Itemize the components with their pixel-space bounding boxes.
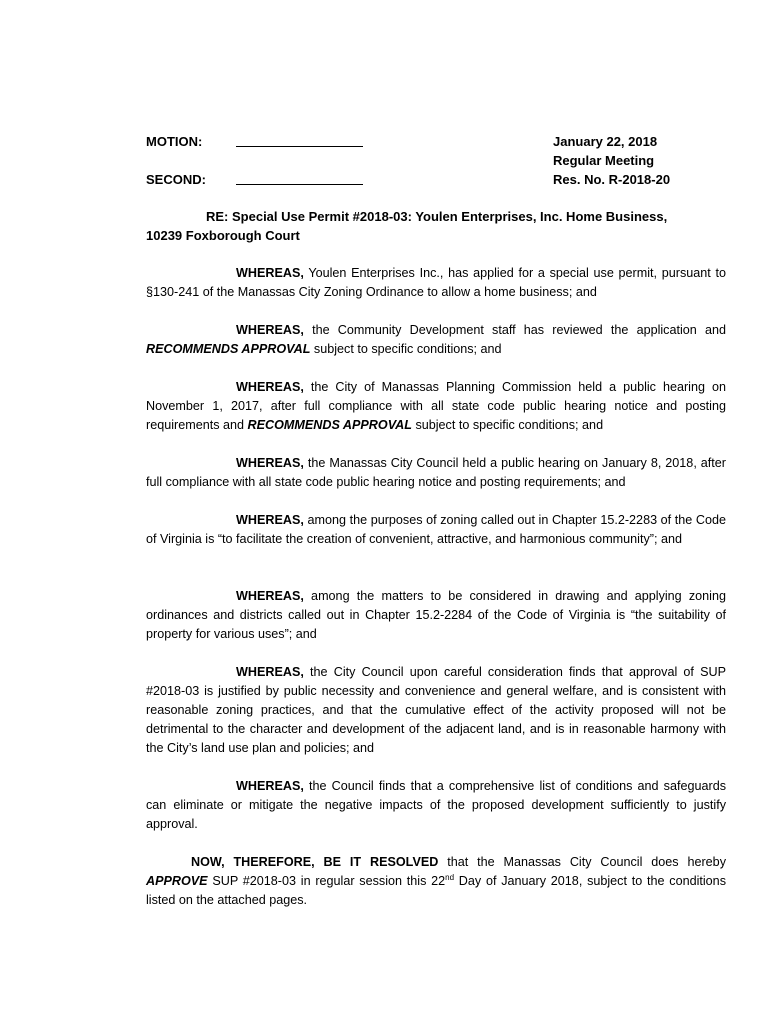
whereas-lead: WHEREAS, [236, 456, 304, 470]
clause-text: subject to specific conditions; and [310, 342, 502, 356]
re-subject [146, 207, 726, 245]
clause-text: Youlen Enterprises Inc., has applied for a special use permit, pursuant to §130-241 of the Manassas City Zoning Ordinance to allow a home business; and [146, 266, 726, 299]
whereas-clause-6 [146, 587, 726, 644]
whereas-clause-7 [146, 663, 726, 758]
resolved-lead: NOW, THEREFORE, BE IT RESOLVED [191, 855, 439, 869]
second-signature-line [236, 184, 363, 185]
whereas-clause-3 [146, 378, 726, 435]
whereas-clause-4 [146, 454, 726, 492]
clause-text: the City of Manassas Planning Commission held a public hearing on November 1, 2017, after full compliance with all state code public hearing notice and posting requirements and [146, 380, 726, 432]
ordinal-suffix: nd [445, 872, 455, 882]
resolved-text: that the Manassas City Council does hereby [438, 855, 726, 869]
whereas-lead: WHEREAS, [236, 665, 304, 679]
clause-text: the Council finds that a comprehensive list of conditions and safeguards can eliminate or mitigate the negative impacts of the proposed development sufficiently to justify approval. [146, 779, 726, 831]
clause-text: subject to specific conditions; and [411, 418, 604, 432]
re-line-2: 10239 Foxborough Court [146, 228, 300, 243]
whereas-lead: WHEREAS, [236, 589, 304, 603]
recommends-approval-emphasis: RECOMMENDS APPROVAL [146, 342, 311, 356]
resolution-number: Res. No. R-2018-20 [553, 172, 671, 187]
whereas-clause-8 [146, 777, 726, 834]
re-line-1: RE: Special Use Permit #2018-03: Youlen Enterprises, Inc. Home Business, [206, 209, 668, 224]
motion-signature-line [236, 146, 363, 147]
meeting-date: January 22, 2018 [553, 134, 658, 149]
resolved-text: Day of January 2018, subject to the conditions listed on the attached pages. [146, 874, 726, 907]
clause-text: the City Council upon careful consideration finds that approval of SUP #2018-03 is justified by public necessity and convenience and general welfare, and is consistent with reasonable zoning practices, and that the cumulative effect of the activity proposed will not be detrimental to the character and development of the adjacent land, and is in reasonable harmony with the City’s land use plan and policies; and [146, 665, 726, 755]
whereas-clause-5 [146, 511, 726, 549]
recommends-approval-emphasis: RECOMMENDS APPROVAL [247, 418, 412, 432]
clause-text: the Manassas City Council held a public hearing on January 8, 2018, after full compliance with all state code public hearing notice and posting requirements; and [146, 456, 726, 489]
second-label: SECOND: [146, 172, 206, 187]
whereas-lead: WHEREAS, [236, 266, 304, 280]
clause-text: among the matters to be considered in drawing and applying zoning ordinances and districts called out in Chapter 15.2-2284 of the Code of Virginia is “the suitability of property for various uses”; and [146, 589, 726, 641]
whereas-lead: WHEREAS, [236, 779, 304, 793]
whereas-lead: WHEREAS, [236, 513, 304, 527]
motion-label: MOTION: [146, 134, 203, 149]
clause-text: the Community Development staff has reviewed the application and [303, 323, 726, 337]
resolved-clause [146, 853, 726, 910]
whereas-clause-2 [146, 321, 726, 359]
meeting-type: Regular Meeting [553, 153, 655, 168]
whereas-lead: WHEREAS, [236, 323, 304, 337]
resolved-text: SUP #2018-03 in regular session this 22 [207, 874, 446, 888]
approve-emphasis: APPROVE [146, 874, 208, 888]
whereas-clause-1 [146, 264, 726, 302]
whereas-lead: WHEREAS, [236, 380, 304, 394]
clause-text: among the purposes of zoning called out in Chapter 15.2-2283 of the Code of Virginia is “to facilitate the creation of convenient, attractive, and harmonious community”; and [146, 513, 726, 546]
